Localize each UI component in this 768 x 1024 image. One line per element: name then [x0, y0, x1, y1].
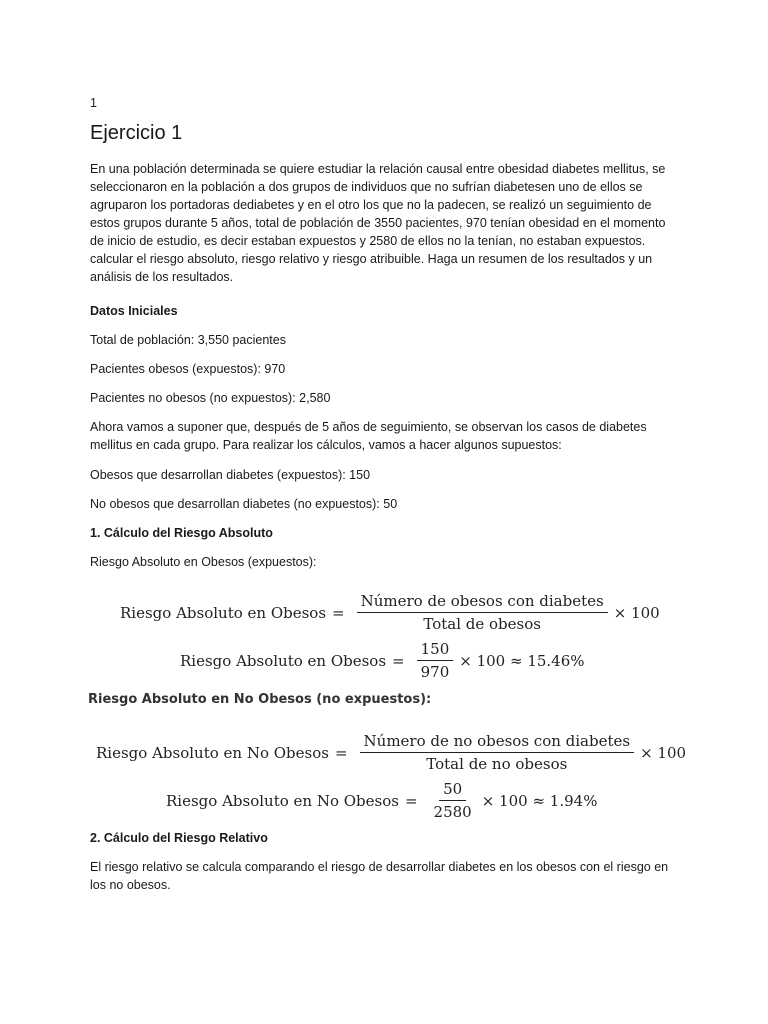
denominator: 970	[420, 663, 450, 681]
equals-sign: =	[332, 603, 345, 622]
page-number: 1	[90, 96, 97, 110]
no-obesos-line: Pacientes no obesos (no expuestos): 2,580	[90, 391, 331, 405]
formula-ra-obesos-general	[120, 592, 660, 633]
denominator: 2580	[433, 803, 472, 821]
fraction	[357, 592, 608, 633]
obesos-line: Pacientes obesos (expuestos): 970	[90, 362, 286, 376]
formula-tail: × 100	[613, 603, 660, 622]
denominator: Total de no obesos	[426, 755, 568, 773]
fraction	[417, 640, 454, 681]
page-title: Ejercicio 1	[90, 122, 183, 144]
fraction	[360, 732, 635, 773]
formula-ra-no-obesos-general	[96, 732, 686, 773]
datos-heading: Datos Iniciales	[90, 304, 178, 318]
formula-lhs: Riesgo Absoluto en No Obesos	[96, 743, 329, 762]
formula-ra-no-obesos-values	[166, 780, 597, 821]
section-riesgo-absoluto: 1. Cálculo del Riesgo Absoluto	[90, 526, 273, 540]
total-line: Total de población: 3,550 pacientes	[90, 333, 286, 347]
formula-tail: × 100 ≈ 15.46%	[459, 651, 585, 670]
rr-paragraph: El riesgo relativo se calcula comparando el riesgo de desarrollar diabetes en los obesos con el riesgo en los no obesos.	[90, 860, 669, 892]
ra-no-obesos-label: Riesgo Absoluto en No Obesos (no expuestos):	[88, 692, 432, 707]
numerator: 150	[417, 640, 454, 661]
formula-tail: × 100	[640, 743, 687, 762]
formula-lhs: Riesgo Absoluto en Obesos	[120, 603, 327, 622]
formula-lhs: Riesgo Absoluto en No Obesos	[166, 791, 399, 810]
denominator: Total de obesos	[423, 615, 541, 633]
equals-sign: =	[404, 791, 418, 810]
fraction	[430, 780, 476, 821]
section-riesgo-relativo: 2. Cálculo del Riesgo Relativo	[90, 831, 268, 845]
obesos-diabetes-line: Obesos que desarrollan diabetes (expuestos): 150	[90, 468, 371, 482]
equals-sign: =	[334, 743, 348, 762]
numerator: Número de no obesos con diabetes	[360, 732, 635, 753]
no-obesos-diabetes-line: No obesos que desarrollan diabetes (no expuestos): 50	[90, 497, 398, 511]
numerator: 50	[439, 780, 466, 801]
formula-lhs: Riesgo Absoluto en Obesos	[180, 651, 387, 670]
numerator: Número de obesos con diabetes	[357, 592, 608, 613]
formula-ra-obesos-values	[180, 640, 585, 681]
equals-sign: =	[392, 651, 405, 670]
formula-tail: × 100 ≈ 1.94%	[481, 791, 598, 810]
ra-obesos-label: Riesgo Absoluto en Obesos (expuestos):	[90, 555, 317, 569]
suponer-paragraph: Ahora vamos a suponer que, después de 5 años de seguimiento, se observan los casos de diabetes mellitus en cada grupo. Para realizar los cálculos, vamos a hacer algunos supuestos:	[90, 420, 647, 452]
intro-paragraph: En una población determinada se quiere estudiar la relación causal entre obesidad diabetes mellitus, se seleccionaron en la población a dos grupos de individuos que no sufrían diabetesen uno de ellos se agruparon los portadoras dediabetes y en el otro los que no la padecen, se realizó un seguimiento de estos grupos durante 5 años, total de población de 3550 pacientes, 970 tenían obesidad en el momento de inicio de estudio, es decir estaban expuestos y 2580 de ellos no la tenían, no estaban expuestos. calcular el riesgo absoluto, riesgo relativo y riesgo atribuible. Haga un resumen de los resultados y un análisis de los resultados.	[90, 162, 666, 284]
